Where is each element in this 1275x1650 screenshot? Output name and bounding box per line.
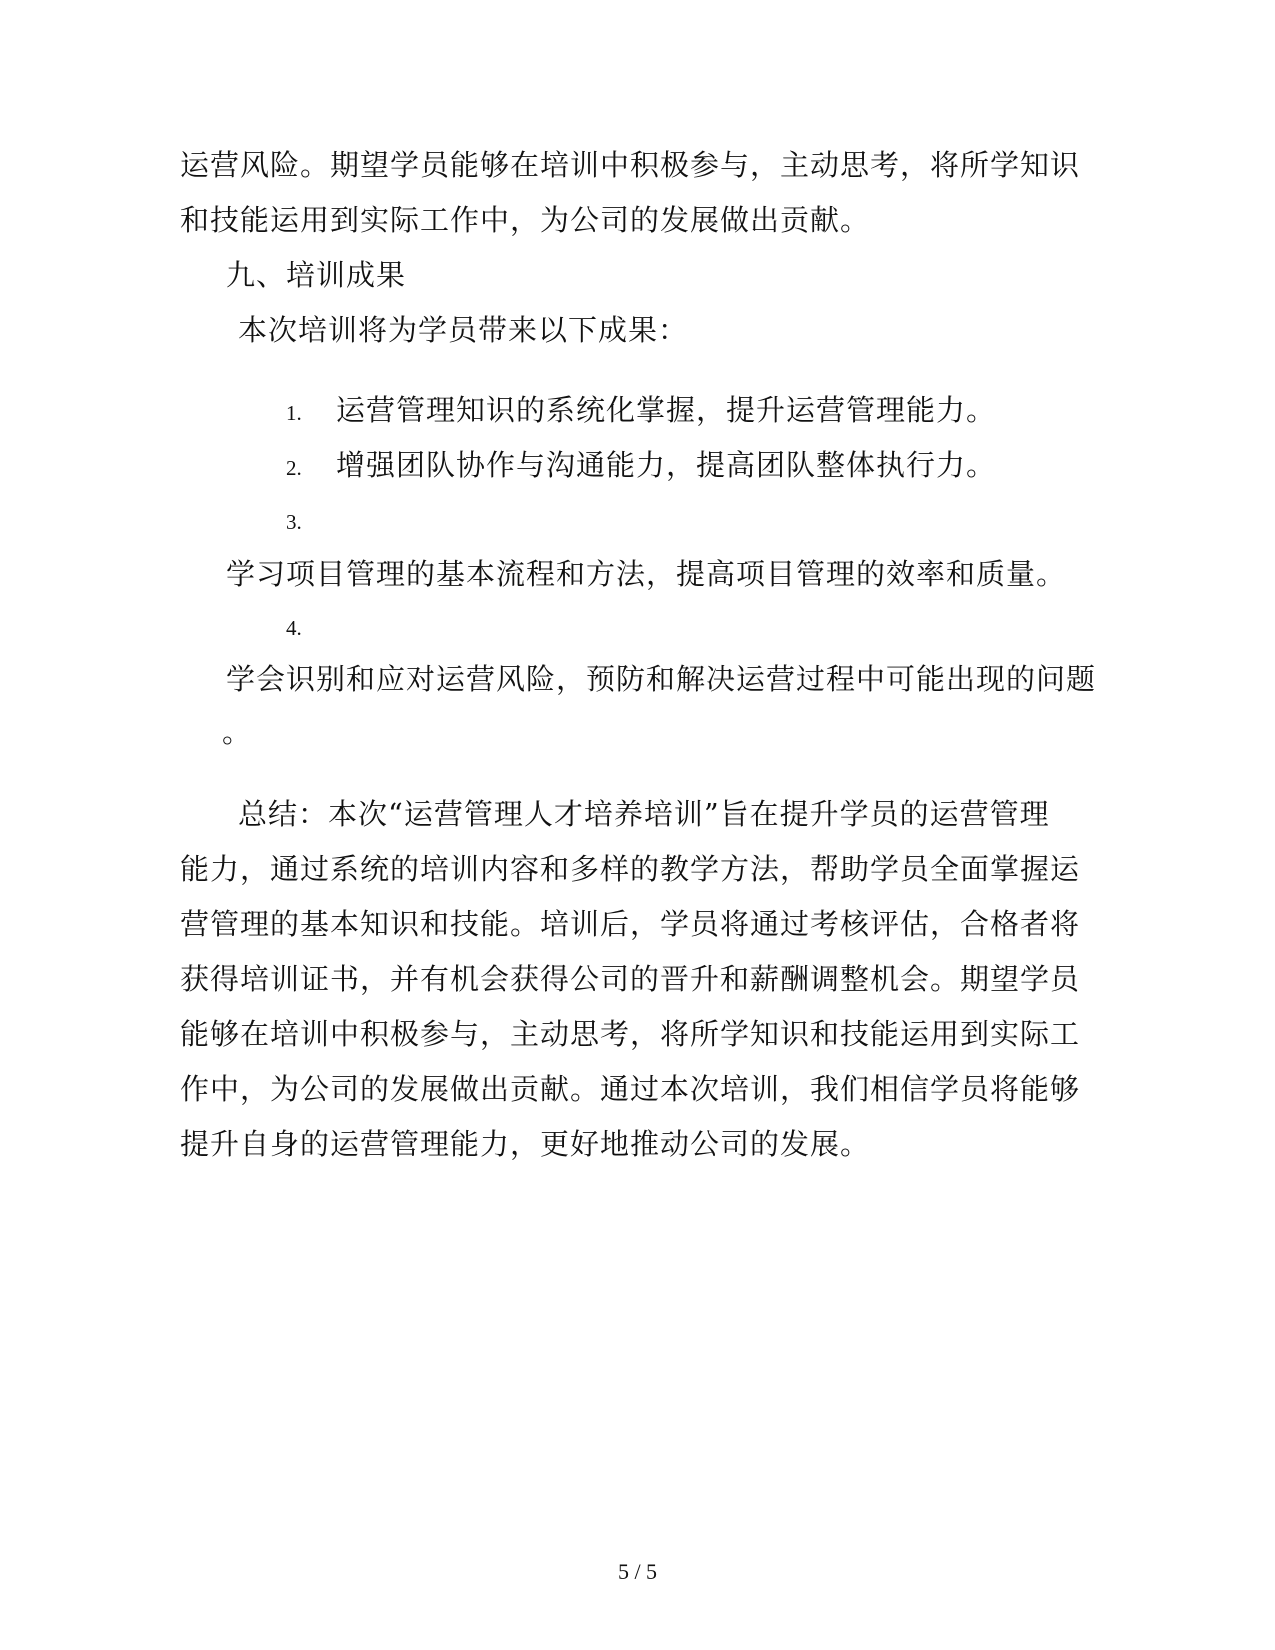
list-item-1-text: 运营管理知识的系统化掌握，提升运营管理能力。	[336, 393, 997, 427]
list-item-4-tail: 。	[222, 715, 253, 749]
summary-line-3: 营管理的基本知识和技能。培训后，学员将通过考核评估，合格者将	[180, 907, 1081, 941]
summary-line-1: 总结：本次“运营管理人才培养培训”旨在提升学员的运营管理	[238, 797, 1050, 831]
summary-line-7: 提升自身的运营管理能力，更好地推动公司的发展。	[180, 1127, 871, 1161]
list-item-2-text: 增强团队协作与沟通能力，提高团队整体执行力。	[336, 448, 997, 482]
intro-line-1: 运营风险。期望学员能够在培训中积极参与，主动思考，将所学知识	[180, 148, 1081, 182]
list-item-2-number: 2.	[286, 456, 302, 480]
list-item-1-number: 1.	[286, 401, 302, 425]
list-item-4-text: 学会识别和应对运营风险，预防和解决运营过程中可能出现的问题	[226, 662, 1097, 696]
summary-line-2: 能力，通过系统的培训内容和多样的教学方法，帮助学员全面掌握运	[180, 852, 1081, 886]
list-item-3-text: 学习项目管理的基本流程和方法，提高项目管理的效率和质量。	[226, 557, 1067, 591]
section-heading: 九、培训成果	[226, 258, 407, 292]
list-item-3-number: 3.	[286, 510, 302, 534]
summary-line-5: 能够在培训中积极参与，主动思考，将所学知识和技能运用到实际工	[180, 1017, 1081, 1051]
section-lead: 本次培训将为学员带来以下成果：	[238, 313, 689, 347]
intro-line-2: 和技能运用到实际工作中，为公司的发展做出贡献。	[180, 203, 871, 237]
page-number: 5 / 5	[617, 1559, 658, 1584]
summary-line-4: 获得培训证书，并有机会获得公司的晋升和薪酬调整机会。期望学员	[180, 962, 1081, 996]
list-item-4-number: 4.	[286, 616, 302, 640]
summary-line-6: 作中，为公司的发展做出贡献。通过本次培训，我们相信学员将能够	[180, 1072, 1081, 1106]
